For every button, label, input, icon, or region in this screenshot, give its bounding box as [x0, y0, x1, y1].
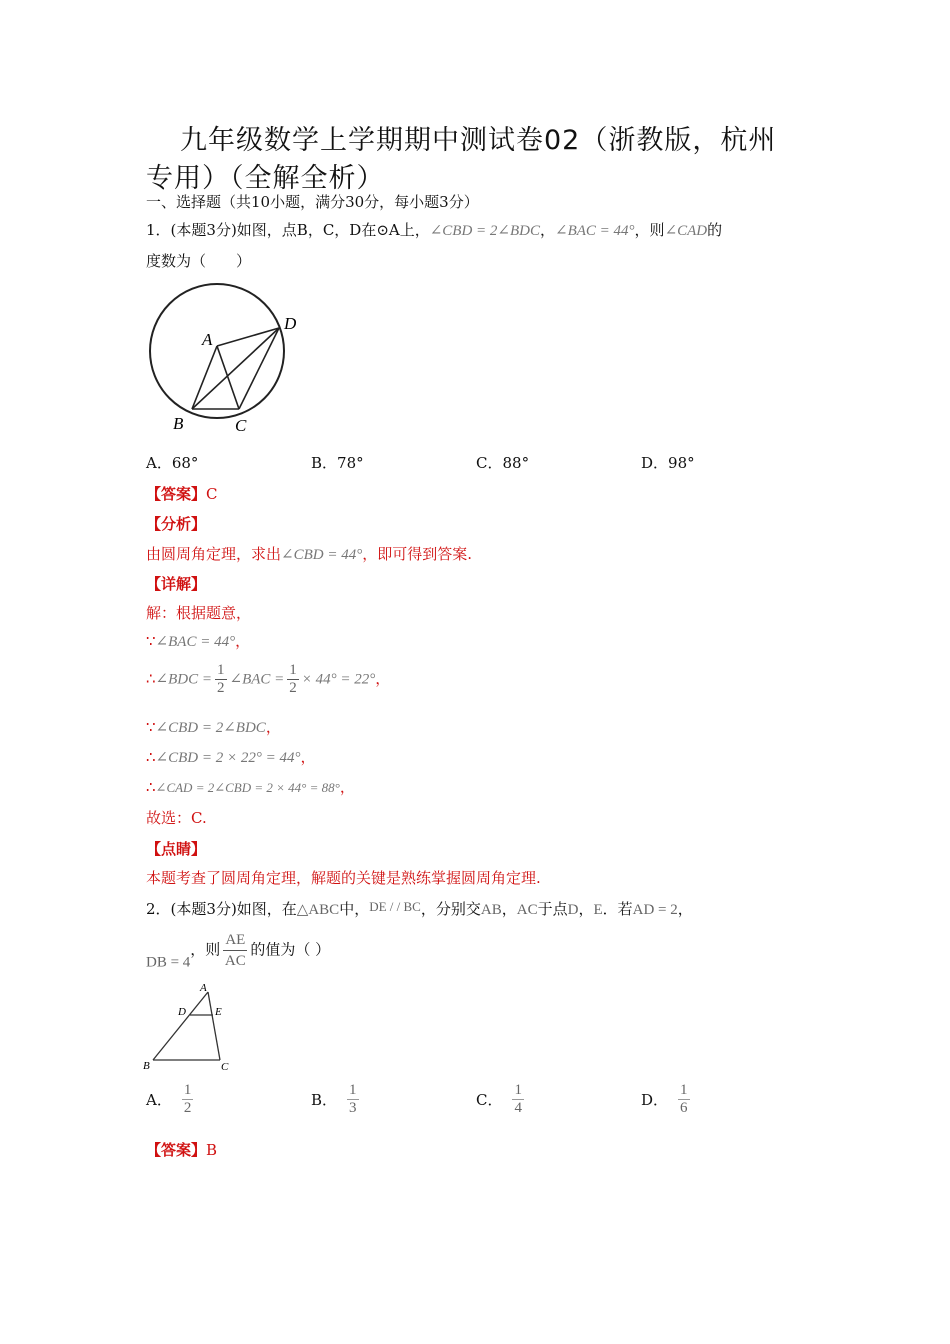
- q2-option-a[interactable]: A． $\frac{1}{2}$: [146, 1082, 192, 1116]
- q1-comment: 本题考查了圆周角定理，解题的关键是熟练掌握圆周角定理.: [146, 869, 541, 887]
- q1-label-c: C: [235, 416, 247, 435]
- q1-target: ∠CAD: [664, 223, 708, 239]
- q2-label-a: A: [200, 982, 207, 994]
- q1-step-1: ∵∠BAC = 44°，: [146, 632, 251, 650]
- q1-sep2: ，则: [634, 221, 665, 239]
- q2-stem-line1: 2．(本题3分)如图，在△ABC中，DE / / BC，分别交AB，AC于点D，E．若AD = 2，: [146, 899, 693, 918]
- q1-option-b[interactable]: B．78°: [311, 454, 364, 472]
- q1-detail-tag: 【详解】: [146, 575, 207, 593]
- q1-option-c[interactable]: C．88°: [476, 454, 530, 472]
- q2-triangle-figure: [140, 980, 250, 1075]
- q2-triangle: △ABC: [296, 902, 340, 918]
- q1-sep1: ，: [540, 221, 556, 239]
- q1-option-d[interactable]: D．98°: [641, 454, 695, 472]
- q1-answer: [146, 483, 218, 504]
- q1-analysis-tag: 【分析】: [146, 515, 207, 533]
- q1-conclusion: 故选：C.: [146, 809, 207, 827]
- q2-stem-line2: DB = 4，则 $\frac{AE}{AC}$ 的值为（ ）: [146, 932, 331, 971]
- q2-option-c[interactable]: C． $\frac{1}{4}$: [476, 1082, 522, 1116]
- q1-analysis: 由圆周角定理，求出∠CBD = 44°，即可得到答案.: [146, 545, 472, 563]
- q1-step-2: ∴∠BDC = $\frac{1}{2}$ ∠BAC = $\frac{1}{2}$ × 44° = 22°，: [146, 662, 391, 696]
- q1-stem-line1: [146, 219, 722, 240]
- q1-seg-ac: [217, 346, 239, 409]
- q1-comment-tag: 【点睛】: [146, 840, 207, 858]
- q1-cond1: ∠CBD = 2∠BDC: [429, 223, 540, 239]
- q1-stem-line2: 度数为（ ）: [146, 252, 252, 270]
- q2-answer-tag: 【答案】: [146, 1141, 207, 1159]
- q1-answer-tag: 【答案】: [146, 485, 207, 503]
- q1-label-b: B: [173, 414, 184, 433]
- q1-cond2: ∠BAC = 44°: [555, 223, 635, 239]
- q2-answer-value: B: [206, 1141, 218, 1159]
- page-title-line1: 九年级数学上学期期中测试卷02（浙教版，杭州: [180, 125, 777, 156]
- q1-detail-intro: 解：根据题意，: [146, 604, 252, 622]
- q2-label-e: E: [215, 1006, 222, 1018]
- q1-analysis-math: ∠CBD = 44°: [281, 547, 363, 563]
- q1-step-4: ∴∠CBD = 2 × 22° = 44°，: [146, 748, 316, 766]
- q2-seg-ac: [208, 992, 220, 1060]
- q2-parallel: DE / / BC: [369, 899, 421, 914]
- q1-seg-cd: [239, 328, 279, 409]
- q1-stem-suffix: 的: [707, 221, 723, 239]
- q1-circle: [150, 284, 284, 418]
- page-title-line2: 专用）（全解全析）: [146, 163, 385, 194]
- q1-circle-figure: [140, 278, 310, 438]
- q2-seg-ab: [153, 992, 208, 1060]
- q2-option-b[interactable]: B． $\frac{1}{3}$: [311, 1082, 357, 1116]
- section-header: 一、选择题（共10小题，满分30分，每小题3分）: [146, 193, 479, 211]
- q2-answer: [146, 1139, 217, 1160]
- q1-label-d: D: [284, 314, 297, 333]
- q2-label-c: C: [221, 1061, 229, 1073]
- q1-seg-ab: [192, 346, 217, 409]
- q1-option-a[interactable]: A．68°: [146, 454, 199, 472]
- q1-step-3: ∵∠CBD = 2∠BDC，: [146, 718, 281, 736]
- q2-option-d[interactable]: D． $\frac{1}{6}$: [641, 1082, 688, 1116]
- q2-label-d: D: [178, 1006, 186, 1018]
- q1-stem-prefix: 1．(本题3分)如图，点B，C，D在⊙A上，: [146, 221, 430, 239]
- q1-answer-value: C: [206, 485, 218, 503]
- q1-label-a: A: [202, 330, 213, 349]
- q1-step-5: ∴∠CAD = 2∠CBD = 2 × 44° = 88°，: [146, 778, 355, 796]
- q2-label-b: B: [143, 1060, 150, 1072]
